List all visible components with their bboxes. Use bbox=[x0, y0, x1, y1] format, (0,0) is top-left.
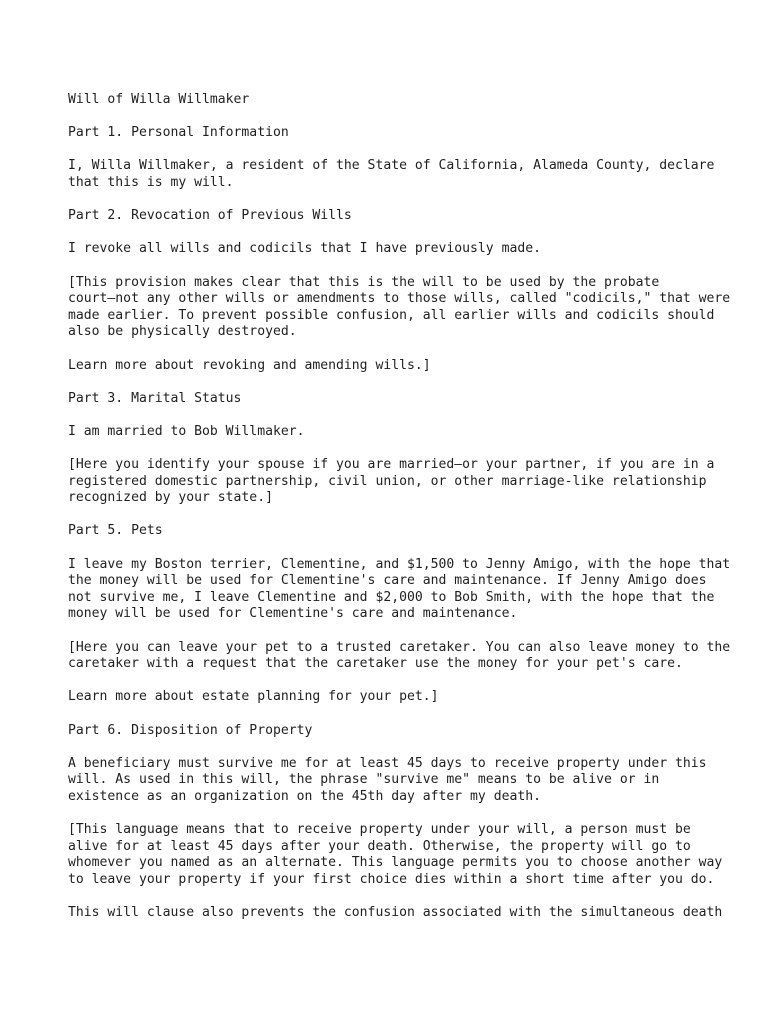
text-line: Will of Willa Willmaker bbox=[68, 92, 250, 107]
text-line: that this is my will. bbox=[68, 174, 234, 190]
paragraph-pets bbox=[68, 557, 748, 623]
paragraph-married bbox=[68, 424, 748, 441]
text-line: Part 6. Disposition of Property bbox=[68, 722, 313, 738]
text-line: will. As used in this will, the phrase "survive me" means to be alive or in bbox=[68, 772, 660, 788]
text-line: whomever you named as an alternate. This language permits you to choose another way bbox=[68, 855, 723, 871]
section-heading-disposition bbox=[68, 723, 748, 740]
document-title bbox=[68, 92, 748, 109]
text-line: the money will be used for Clementine's care and maintenance. If Jenny Amigo does bbox=[68, 573, 707, 589]
section-heading-pets bbox=[68, 523, 748, 540]
text-line: I, Willa Willmaker, a resident of the State of California, Alameda County, declare bbox=[68, 158, 715, 174]
paragraph-survival-note bbox=[68, 822, 748, 888]
text-line: [This language means that to receive property under your will, a person must be bbox=[68, 822, 691, 838]
section-heading-revocation bbox=[68, 208, 748, 225]
text-line: alive for at least 45 days after your death. Otherwise, the property will go to bbox=[68, 838, 691, 854]
will-document bbox=[68, 92, 748, 938]
text-line: A beneficiary must survive me for at least 45 days to receive property under this bbox=[68, 755, 707, 771]
text-line: also be physically destroyed. bbox=[68, 324, 297, 340]
paragraph-revocation bbox=[68, 241, 748, 258]
paragraph-simultaneous-death bbox=[68, 905, 748, 922]
text-line: court—not any other wills or amendments to those wills, called "codicils," that were bbox=[68, 291, 731, 307]
text-line: Learn more about revoking and amending wills.] bbox=[68, 357, 431, 373]
text-line: [This provision makes clear that this is the will to be used by the probate bbox=[68, 274, 660, 290]
text-line: to leave your property if your first choice dies within a short time after you do. bbox=[68, 871, 715, 887]
text-line: made earlier. To prevent possible confusion, all earlier wills and codicils should bbox=[68, 307, 715, 323]
text-line: This will clause also prevents the confusion associated with the simultaneous death bbox=[68, 905, 723, 921]
text-line: Part 2. Revocation of Previous Wills bbox=[68, 208, 352, 224]
paragraph-survival bbox=[68, 756, 748, 806]
paragraph-pets-note bbox=[68, 640, 748, 673]
text-line: money will be used for Clementine's care and maintenance. bbox=[68, 606, 518, 622]
text-line: [Here you can leave your pet to a trusted caretaker. You can also leave money to the bbox=[68, 639, 731, 655]
text-line: Part 5. Pets bbox=[68, 523, 163, 539]
text-line: I am married to Bob Willmaker. bbox=[68, 423, 305, 439]
text-line: registered domestic partnership, civil union, or other marriage-like relationship bbox=[68, 473, 707, 489]
text-line: I revoke all wills and codicils that I have previously made. bbox=[68, 241, 541, 257]
text-line: Learn more about estate planning for your pet.] bbox=[68, 689, 439, 705]
text-line: existence as an organization on the 45th day after my death. bbox=[68, 788, 541, 804]
text-line: caretaker with a request that the caretaker use the money for your pet's care. bbox=[68, 656, 683, 672]
text-line: recognized by your state.] bbox=[68, 490, 273, 506]
text-line: Part 3. Marital Status bbox=[68, 390, 242, 406]
text-line: Part 1. Personal Information bbox=[68, 125, 289, 141]
paragraph-declaration bbox=[68, 158, 748, 191]
text-line: not survive me, I leave Clementine and $2,000 to Bob Smith, with the hope that the bbox=[68, 589, 715, 605]
paragraph-spouse-note bbox=[68, 457, 748, 507]
text-line: [Here you identify your spouse if you are married—or your partner, if you are in a bbox=[68, 457, 715, 473]
paragraph-revocation-note bbox=[68, 275, 748, 341]
text-line: I leave my Boston terrier, Clementine, and $1,500 to Jenny Amigo, with the hope that bbox=[68, 556, 731, 572]
section-heading-personal-information bbox=[68, 125, 748, 142]
paragraph-learn-more-pets bbox=[68, 689, 748, 706]
paragraph-learn-more-revoking bbox=[68, 358, 748, 375]
section-heading-marital-status bbox=[68, 391, 748, 408]
